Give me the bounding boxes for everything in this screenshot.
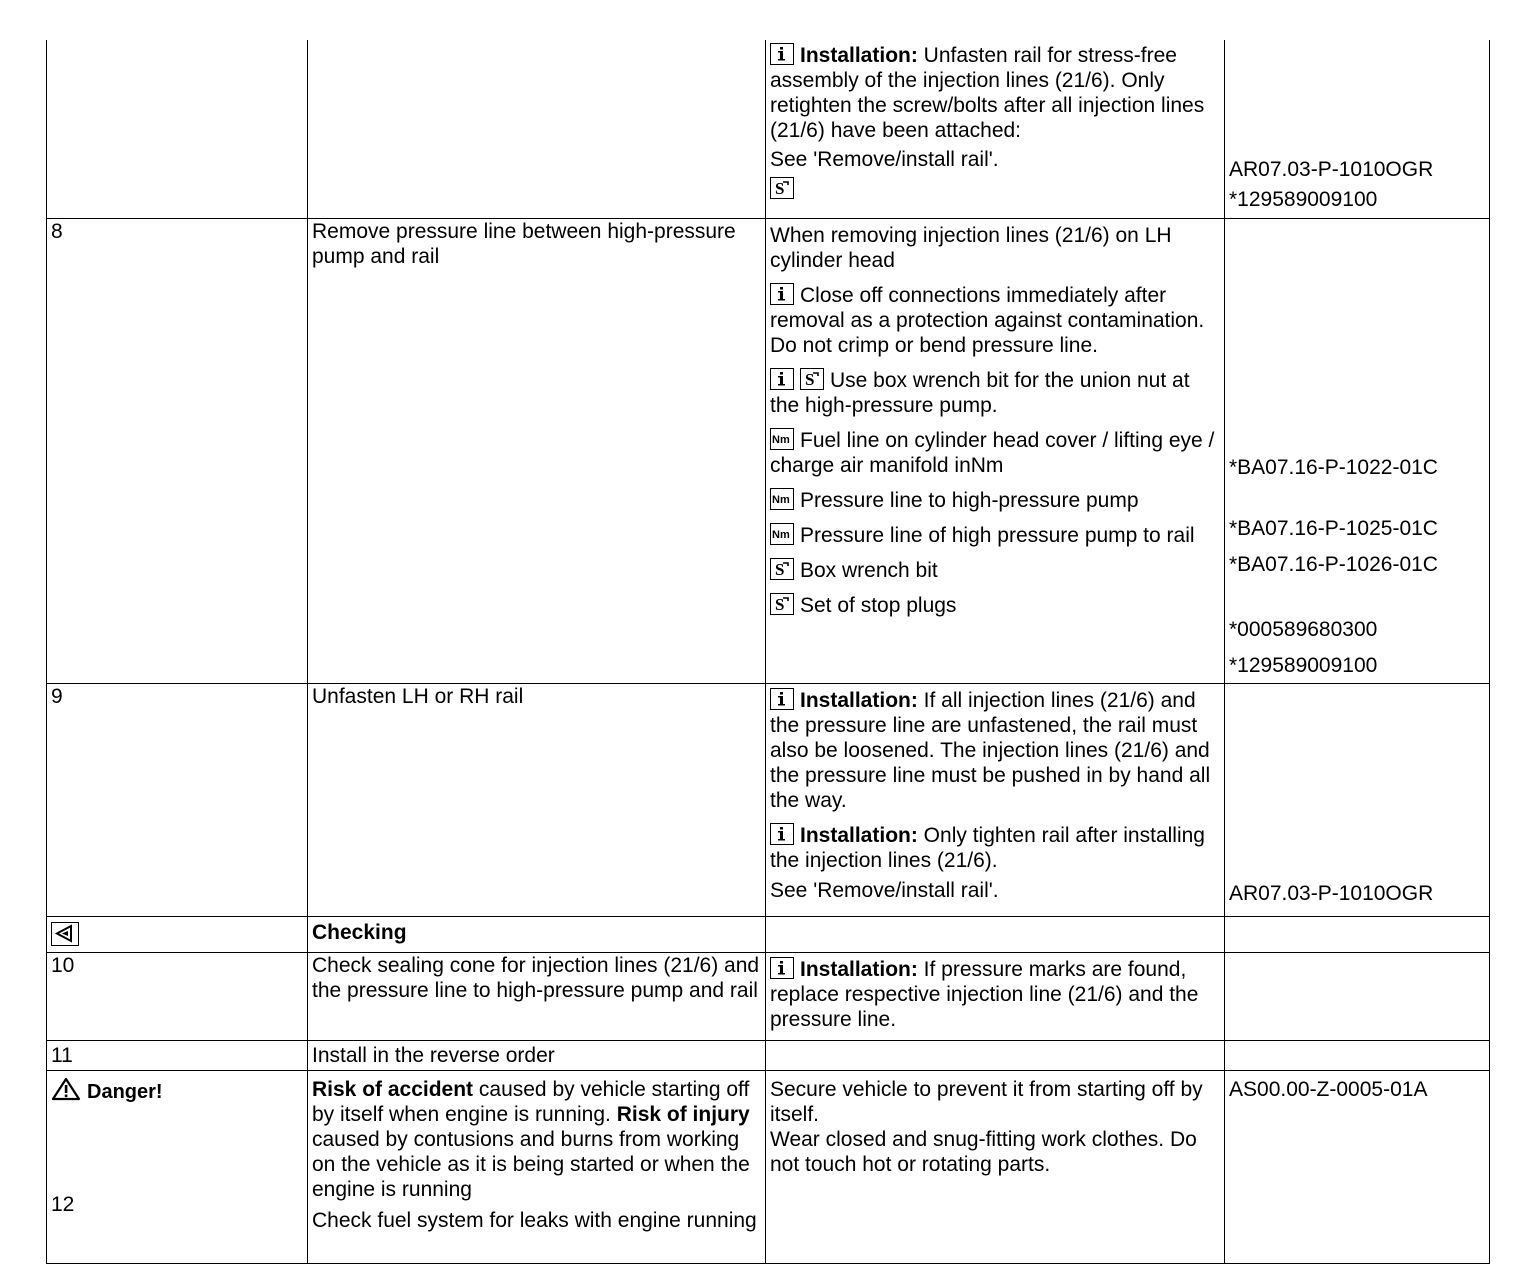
step-number: 9 [47, 683, 308, 916]
instruction-item: Installation: If pressure marks are found, replace respective injection line (21/6) and the pressure line. [770, 957, 1199, 1031]
instruction-item: See 'Remove/install rail'. [770, 878, 999, 902]
step-number-cell [47, 40, 308, 218]
instruction-item: See 'Remove/install rail'. [770, 148, 999, 171]
info-icon [770, 957, 794, 979]
instructions-cell [766, 952, 1225, 1040]
svg-text:Nm: Nm [772, 493, 790, 506]
svg-text:S: S [805, 369, 815, 388]
document-reference: AR07.03-P-1010OGR [1229, 881, 1434, 905]
document-reference: *BA07.16-P-1022-01C [1229, 455, 1438, 479]
instructions-cell [766, 218, 1225, 683]
action-cell [308, 40, 766, 218]
instruction-item: Secure vehicle to prevent it from starting off by itself. [770, 1077, 1203, 1126]
instruction-item: Nm Pressure line to high-pressure pump [772, 488, 1139, 512]
document-reference: AS00.00-Z-0005-01A [1229, 1077, 1428, 1101]
step-action: Check sealing cone for injection lines (21/6) and the pressure line to high-pressure pump and rail [308, 952, 766, 1040]
reference-cell [1225, 40, 1490, 218]
table-row [47, 952, 1490, 1040]
svg-text:S: S [775, 594, 785, 613]
instruction-item: Installation: If all injection lines (21/6) and the pressure line are unfastened, the rail must also be loosened. The injection lines (21/6) and the pressure line must be pushed in by hand all the way. [770, 688, 1211, 812]
table-row [47, 1040, 1490, 1070]
svg-text:Nm: Nm [772, 528, 790, 541]
danger-label: Danger! [51, 1077, 303, 1108]
instruction-item: Nm Fuel line on cylinder head cover / lifting eye / charge air manifold inNm [770, 428, 1215, 477]
part-number: *129589009100 [1229, 188, 1378, 211]
instructions-cell [766, 1070, 1225, 1263]
info-icon [770, 823, 794, 845]
warning-triangle-icon [51, 1077, 81, 1108]
torque-nm-icon [770, 488, 794, 510]
instruction-item [770, 177, 1220, 202]
svg-text:S: S [775, 179, 785, 197]
checking-arrow-icon [51, 922, 79, 946]
instructions-cell [766, 916, 1225, 952]
step-action: Install in the reverse order [308, 1040, 766, 1070]
reference-cell [1225, 218, 1490, 683]
instructions-cell [766, 683, 1225, 916]
instruction-item: S Box wrench bit [770, 558, 1220, 583]
document-reference: AR07.03-P-1010OGR [1229, 158, 1434, 181]
instructions-cell [766, 40, 1225, 218]
table-row [47, 218, 1490, 683]
part-number: *129589009100 [1229, 653, 1378, 677]
reference-cell [1225, 916, 1490, 952]
svg-text:S: S [775, 559, 785, 578]
step-action: Unfasten LH or RH rail [308, 683, 766, 916]
reference-cell [1225, 952, 1490, 1040]
step-action: Remove pressure line between high-pressure pump and rail [308, 218, 766, 683]
instruction-item: Installation: Unfasten rail for stress-free assembly of the injection lines (21/6). Only retighten the screw/bolts after all injection lines (21/6) have been attached: [770, 44, 1205, 142]
step-number-cell [47, 916, 308, 952]
special-tool-icon [770, 177, 794, 199]
document-reference: *BA07.16-P-1025-01C [1229, 516, 1438, 540]
table-row [47, 683, 1490, 916]
instruction-item: S Set of stop plugs [770, 593, 1220, 618]
info-icon [770, 43, 794, 65]
step-action [308, 1070, 766, 1263]
info-icon [770, 688, 794, 710]
instruction-item: When removing injection lines (21/6) on LH cylinder head [770, 223, 1172, 272]
reference-cell [1225, 1040, 1490, 1070]
table-row [47, 916, 1490, 952]
section-heading: Checking [308, 916, 766, 952]
repair-instructions-table [46, 40, 1490, 1264]
instruction-item: Close off connections immediately after removal as a protection against contamination. Do not crimp or bend pressure line. [770, 283, 1205, 357]
instruction-item: Installation: Only tighten rail after installing the injection lines (21/6). [770, 823, 1205, 872]
step-action-12: Check fuel system for leaks with engine running [312, 1208, 757, 1232]
special-tool-icon [800, 368, 824, 390]
instruction-item: Nm Pressure line of high pressure pump to rail [772, 523, 1195, 547]
svg-text:Nm: Nm [772, 433, 790, 446]
info-icon [770, 368, 794, 390]
step-number: 12 [51, 1192, 75, 1216]
torque-nm-icon [770, 428, 794, 450]
torque-nm-icon [770, 523, 794, 545]
instruction-item: Wear closed and snug-fitting work clothes. Do not touch hot or rotating parts. [770, 1127, 1197, 1176]
step-number: 10 [47, 952, 308, 1040]
reference-cell [1225, 683, 1490, 916]
special-tool-icon [770, 558, 794, 580]
document-reference: *BA07.16-P-1026-01C [1229, 552, 1438, 576]
table-row [47, 40, 1490, 218]
danger-text: Risk of accident caused by vehicle starting off by itself when engine is running. Risk of injury caused by contusions and burns from working on the vehicle as it is being started or when the engine is running [312, 1077, 750, 1201]
instructions-cell [766, 1040, 1225, 1070]
special-tool-icon [770, 593, 794, 615]
step-number: 8 [47, 218, 308, 683]
reference-cell [1225, 1070, 1490, 1263]
step-number-cell [47, 1070, 308, 1263]
info-icon [770, 283, 794, 305]
part-number: *000589680300 [1229, 617, 1378, 641]
instruction-item: S Use box wrench bit for the union nut at the high-pressure pump. [770, 368, 1190, 417]
table-row [47, 1070, 1490, 1263]
step-number: 11 [47, 1040, 308, 1070]
